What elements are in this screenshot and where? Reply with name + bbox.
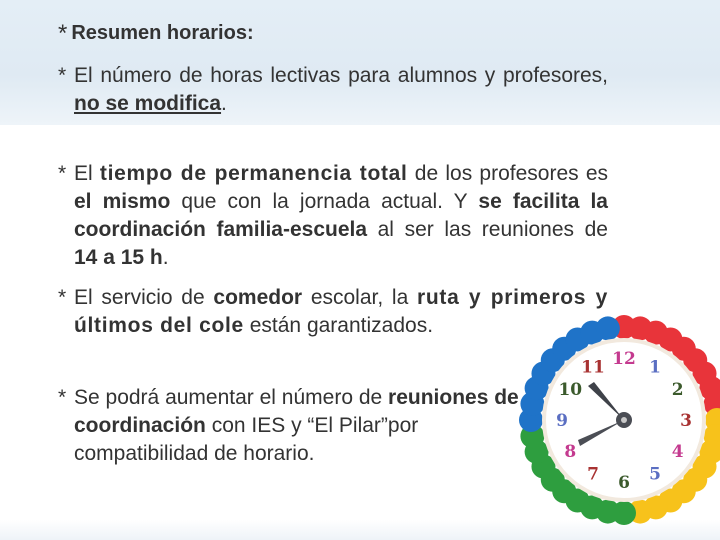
text-segment: al ser las reuniones de bbox=[367, 218, 608, 241]
bullet-meetings bbox=[58, 384, 558, 468]
clock-number: 5 bbox=[649, 464, 661, 485]
bullet-text bbox=[58, 62, 608, 118]
clock-icon bbox=[516, 300, 720, 532]
emphasis-text: no se modifica bbox=[74, 92, 222, 115]
clock-number: 1 bbox=[649, 357, 661, 378]
clock-number: 4 bbox=[671, 442, 684, 462]
clock-number: 7 bbox=[587, 464, 599, 485]
text-segment: El servicio de bbox=[74, 286, 214, 309]
clock-number: 6 bbox=[618, 473, 630, 493]
bullet-hours bbox=[58, 62, 608, 118]
title-star: * bbox=[58, 20, 68, 47]
clock-number: 11 bbox=[581, 357, 605, 378]
clock-number: 3 bbox=[680, 411, 692, 431]
text-segment: de los profesores es bbox=[407, 162, 608, 185]
bullet-permanence bbox=[58, 160, 608, 272]
clock-ring-ball bbox=[596, 316, 620, 340]
text-segment: que con la jornada actual. Y bbox=[170, 190, 479, 213]
text-segment: El número de horas lectivas para alumnos y profesores, bbox=[74, 64, 608, 87]
emphasis-text: ruta y primeros y últimos del cole bbox=[74, 286, 608, 337]
text-segment: El bbox=[74, 162, 100, 185]
text-segment: escolar, la bbox=[302, 286, 417, 309]
bullet-star: * bbox=[58, 64, 67, 87]
text-segment: . bbox=[221, 92, 227, 115]
clock-number: 10 bbox=[558, 380, 583, 400]
clock-number: 12 bbox=[612, 349, 636, 369]
bullet-text bbox=[58, 384, 558, 468]
title-text: Resumen horarios: bbox=[71, 22, 254, 44]
emphasis-text: tiempo de permanencia total bbox=[99, 162, 408, 185]
slide-title bbox=[58, 20, 254, 48]
emphasis-text: reuniones de coordinación bbox=[74, 386, 519, 437]
emphasis-text: el mismo bbox=[74, 190, 171, 213]
clock-number: 9 bbox=[556, 411, 568, 431]
clock-center-pin bbox=[621, 417, 627, 423]
clock-number: 2 bbox=[671, 380, 684, 400]
emphasis-text: se facilita la coordinación familia-escuela bbox=[74, 190, 608, 241]
bullet-text bbox=[58, 160, 608, 272]
text-segment: Se podrá aumentar el número de bbox=[74, 386, 389, 409]
bullet-star: * bbox=[58, 286, 67, 309]
text-segment: con IES y “El Pilar”por compatibilidad de horario. bbox=[74, 414, 419, 465]
text-segment: . bbox=[162, 246, 169, 269]
text-segment: están garantizados. bbox=[243, 314, 434, 337]
emphasis-text: comedor bbox=[213, 286, 303, 309]
bullet-star: * bbox=[58, 386, 67, 409]
emphasis-text: 14 a 15 h bbox=[74, 246, 163, 269]
clock-number: 8 bbox=[564, 442, 577, 462]
bullet-star: * bbox=[58, 162, 67, 185]
